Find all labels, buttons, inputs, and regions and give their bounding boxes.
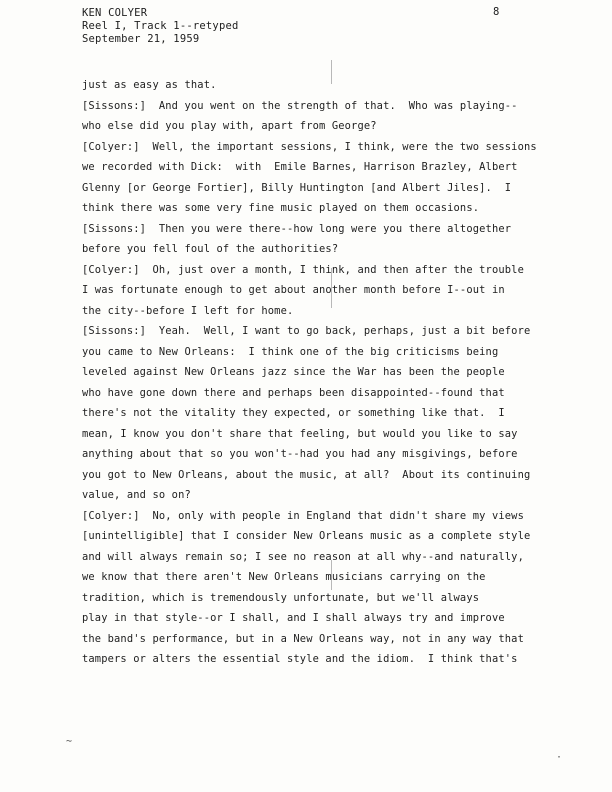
header-interviewee: KEN COLYER [82, 7, 148, 19]
transcript-line: before you fell foul of the authorities? [82, 243, 339, 255]
transcript-line: I was fortunate enough to get about another month before I--out in [82, 284, 505, 296]
transcript-line: leveled against New Orleans jazz since the War has been the people [82, 366, 505, 378]
transcript-line: we know that there aren't New Orleans musicians carrying on the [82, 571, 486, 583]
transcript-line: we recorded with Dick: with Emile Barnes, Harrison Brazley, Albert [82, 161, 518, 173]
transcript-line: [Colyer:] No, only with people in England that didn't share my views [82, 509, 524, 522]
transcript-line: just as easy as that. [82, 79, 217, 91]
transcript-line: and will always remain so; I see no reason at all why--and naturally, [82, 550, 524, 563]
document-header [82, 7, 239, 46]
scan-mark: ∼ [66, 736, 73, 747]
transcript-line: who else did you play with, apart from George? [82, 120, 377, 132]
transcript-line: who have gone down there and perhaps been disappointed--found that [82, 386, 505, 399]
transcript-body [82, 75, 582, 670]
transcript-line: tradition, which is tremendously unfortunate, but we'll always [82, 591, 480, 604]
transcript-line: [Sissons:] Yeah. Well, I want to go back, perhaps, just a bit before [82, 325, 531, 337]
transcript-line: value, and so on? [82, 489, 191, 501]
transcript-line: tampers or alters the essential style and the idiom. I think that's [82, 653, 518, 665]
transcript-line: Glenny [or George Fortier], Billy Huntington [and Albert Jiles]. I [82, 181, 512, 194]
transcript-line: mean, I know you don't share that feeling, but would you like to say [82, 427, 518, 440]
transcript-line: [Colyer:] Oh, just over a month, I think, and then after the trouble [82, 263, 524, 276]
transcript-line: play in that style--or I shall, and I shall always try and improve [82, 612, 505, 624]
scan-mark: · [556, 752, 563, 763]
transcript-line: the city--before I left for home. [82, 304, 294, 317]
header-reel-track: Reel I, Track 1--retyped [82, 20, 239, 32]
transcript-line: you came to New Orleans: I think one of the big criticisms being [82, 345, 499, 358]
transcript-line: you got to New Orleans, about the music, at all? About its continuing [82, 468, 531, 481]
transcript-line: think there was some very fine music played on them occasions. [82, 202, 480, 214]
header-date: September 21, 1959 [82, 33, 200, 45]
transcript-line: anything about that so you won't--had you had any misgivings, before [82, 448, 518, 460]
page-number: 8 [493, 6, 500, 18]
transcript-line: [unintelligible] that I consider New Orleans music as a complete style [82, 530, 531, 542]
transcript-line: there's not the vitality they expected, or something like that. I [82, 407, 505, 419]
transcript-line: [Sissons:] And you went on the strength of that. Who was playing-- [82, 99, 518, 112]
transcript-line: [Colyer:] Well, the important sessions, I think, were the two sessions [82, 140, 537, 153]
transcript-line: the band's performance, but in a New Orleans way, not in any way that [82, 632, 524, 645]
transcript-line: [Sissons:] Then you were there--how long were you there altogether [82, 222, 512, 235]
